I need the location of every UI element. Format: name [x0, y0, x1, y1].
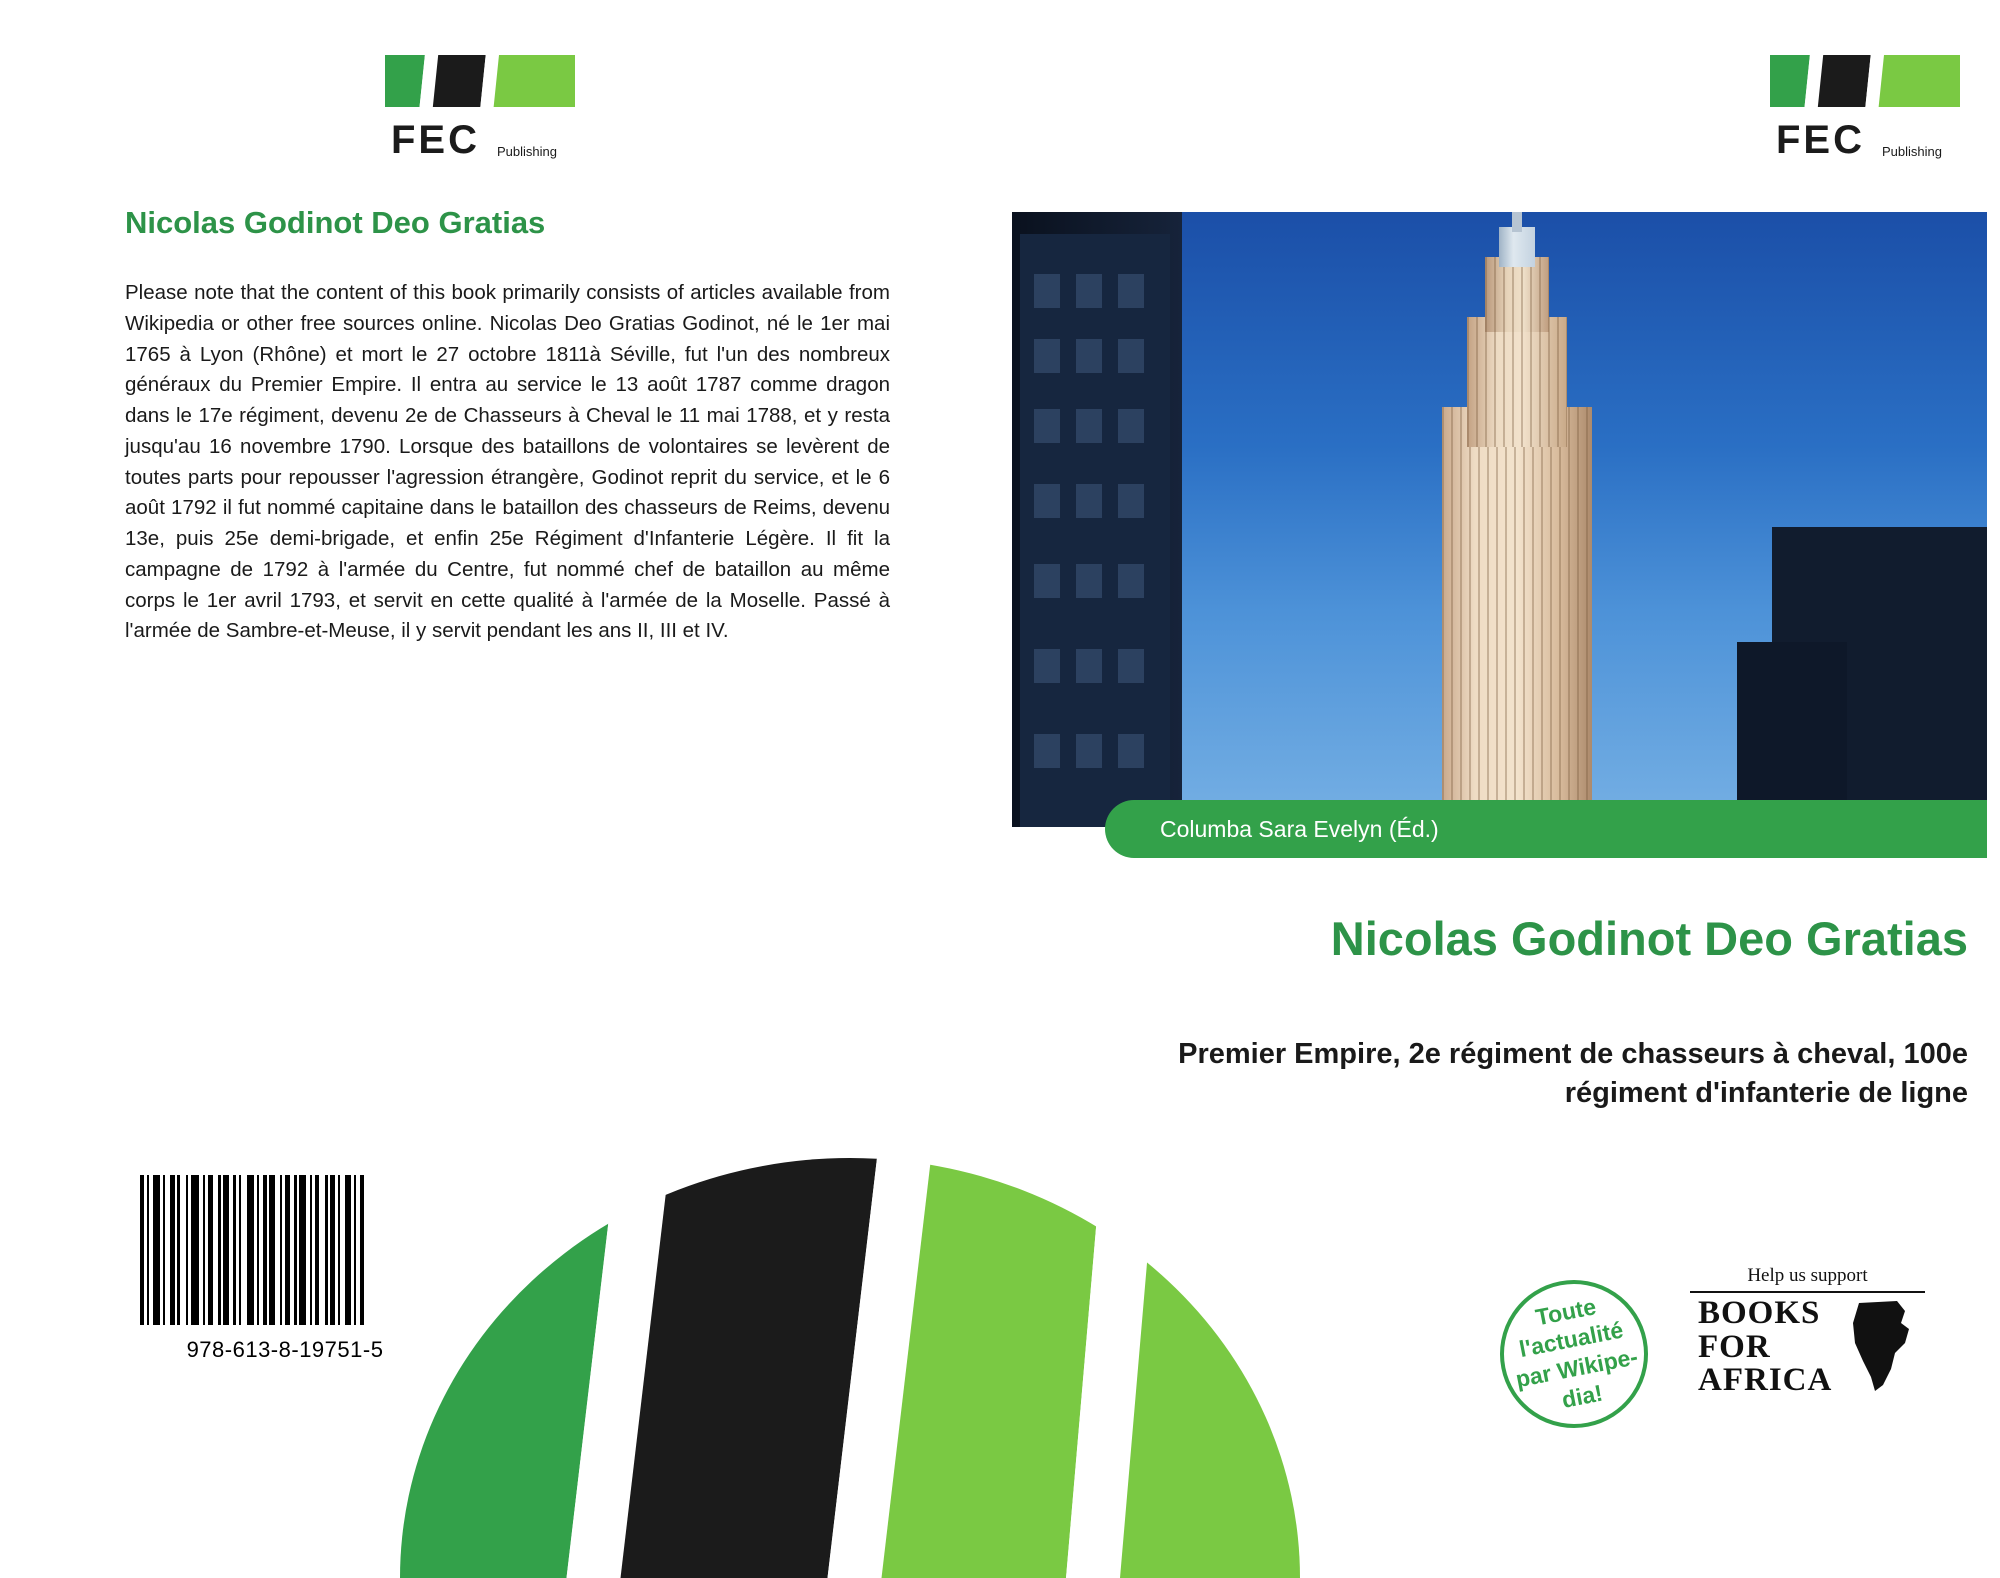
bfa-help-text: Help us support	[1747, 1265, 1868, 1286]
bfa-divider	[1690, 1291, 1925, 1293]
bfa-line1: BOOKS	[1698, 1295, 1821, 1331]
building-left-inner	[1020, 234, 1170, 827]
back-cover-description: Please note that the content of this book primarily consists of articles available from Wikipedia or other free sources online. Nicolas Deo Gratias Godinot, né le 1er mai 1765 à Lyon (Rhône) et mort le 27 octobre 1811à Séville, fut l'un des nombreux généraux du Premier Empire. Il entra au service le 13 août 1787 comme dragon dans le 17e régiment, devenu 2e de Chasseurs à Cheval le 11 mai 1788, et y resta jusqu'au 16 novembre 1790. Lorsque des bataillons de volontaires se levèrent de toutes parts pour repousser l'agression étrangère, Godinot reprit du service, et le 6 août 1792 il fut nommé capitaine dans le bataillon des chasseurs de Reims, devenu 13e, puis 25e demi-brigade, et enfin 25e Régiment d'Infanterie Légère. Il fit la campagne de 1792 à l'armée du Centre, fut nommé chef de bataillon au même corps le 1er avril 1793, et servit en cette qualité à l'armée de la Moselle. Passé à l'armée de Sambre-et-Meuse, il y servit pendant les ans II, III et IV.	[125, 281, 890, 643]
back-cover-title: Nicolas Godinot Deo Gratias	[125, 205, 546, 240]
empire-state-building-mid	[1467, 317, 1567, 447]
fec-logo-subtext: Publishing	[1882, 144, 1942, 159]
bfa-line3: AFRICA	[1698, 1362, 1833, 1399]
empire-state-building-mast	[1512, 212, 1522, 232]
isbn-text: 978-613-8-19751-5	[186, 1337, 384, 1362]
empire-state-building-base	[1442, 407, 1592, 827]
fec-logo-text: FEC	[391, 118, 480, 162]
fec-logo-subtext: Publishing	[497, 144, 557, 159]
fec-logo-text: FEC	[1776, 118, 1865, 162]
publisher-logo-front	[1770, 55, 1960, 165]
empire-state-building-upper	[1485, 257, 1549, 332]
editor-banner: Columba Sara Evelyn (Éd.)	[1105, 800, 1987, 858]
front-cover-title: Nicolas Godinot Deo Gratias	[1330, 912, 1968, 965]
bfa-line2: FOR	[1698, 1328, 1771, 1365]
barcode-icon	[140, 1175, 430, 1325]
spine-divider	[1000, 0, 1001, 1465]
empire-state-building-crown	[1499, 227, 1535, 267]
cover-photo	[1012, 212, 1987, 827]
barcode-block	[140, 1175, 430, 1363]
bfa-wordmark	[1690, 1297, 1925, 1398]
wikipedia-stamp: Toute l'actualité par Wikipe-dia!	[1487, 1267, 1661, 1441]
books-for-africa-logo	[1690, 1265, 1925, 1398]
bottom-arc-decoration	[400, 1158, 1300, 1578]
publisher-logo-back	[385, 55, 575, 165]
africa-map-icon	[1845, 1299, 1919, 1394]
front-cover-subtitle: Premier Empire, 2e régiment de chasseurs à cheval, 100e régiment d'infanterie de ligne	[1178, 1038, 1968, 1110]
